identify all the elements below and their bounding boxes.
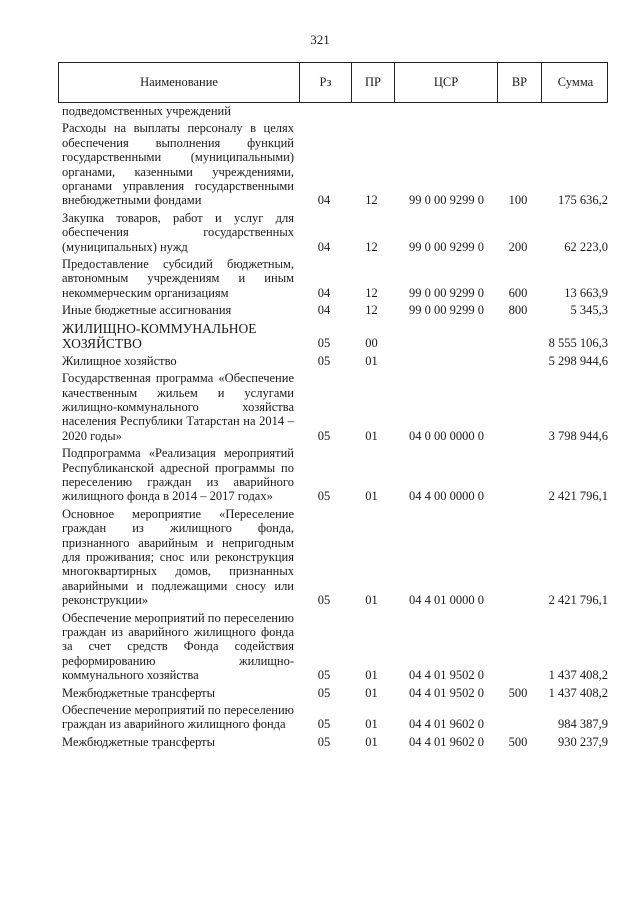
header-name: Наименование [140,75,218,89]
row-rz-cell: 05 [317,489,331,504]
row-rz-cell: 05 [317,593,331,608]
row-csr-cell: 99 0 00 9299 0 [409,193,484,208]
row-vr-cell: 100 [508,193,528,208]
row-vr-cell: 600 [508,285,528,300]
row-csr-cell: 99 0 00 9299 0 [409,303,484,318]
budget-table [58,62,608,752]
row-rz-cell: 05 [317,734,331,749]
header-csr: ЦСР [394,63,497,102]
row-pr-cell: 01 [365,428,378,443]
row-pr-cell: 01 [365,353,378,368]
header-sum: Сумма [541,63,609,102]
row-pr-cell: 12 [365,239,378,254]
table-row [58,735,608,749]
header-vr: ВР [497,63,541,102]
row-name-cell: Межбюджетные трансферты [62,734,216,749]
row-rz-cell: 05 [317,428,331,443]
table-row [58,507,608,608]
row-sum-cell: 984 387,9 [558,717,608,732]
table-row [58,446,608,504]
table-row [58,703,608,732]
row-csr-cell: 04 4 01 9602 0 [409,734,484,749]
row-csr-cell: 99 0 00 9299 0 [409,239,484,254]
row-csr-cell: 04 4 01 9502 0 [409,668,484,683]
row-sum-cell: 8 555 106,3 [548,336,608,351]
row-pr-cell: 01 [365,593,378,608]
row-vr-cell: 500 [508,685,528,700]
table-row [58,104,608,118]
table-row [58,211,608,254]
table-row [58,611,608,683]
row-name-cell: Расходы на выплаты персоналу в целях обеспечения выполнения функций государственными (муниципальными) органами, казенными учреждениями, органами управления государственными внебюджетными фондами [62,121,294,208]
row-rz-cell: 05 [317,336,331,351]
table-row [58,354,608,368]
row-sum-cell: 1 437 408,2 [548,685,608,700]
table-header [58,62,608,103]
row-name-cell: Межбюджетные трансферты [62,685,216,700]
row-csr-cell: 04 4 01 9602 0 [409,717,484,732]
page-number: 321 [310,32,330,47]
row-pr-cell: 01 [365,734,378,749]
row-csr-cell: 99 0 00 9299 0 [409,285,484,300]
row-name-cell: подведомственных учреждений [62,104,231,118]
row-sum-cell: 2 421 796,1 [548,489,608,504]
row-sum-cell: 1 437 408,2 [548,668,608,683]
row-rz-cell: 05 [317,717,331,732]
row-vr-cell: 200 [508,239,528,254]
row-sum-cell: 5 345,3 [570,303,608,318]
row-name-cell: Государственная программа «Обеспечение качественным жильем и услугами жилищно-коммунального хозяйства населения Республики Татарстан на 2014 – 2020 годы» [62,371,294,443]
row-pr-cell: 01 [365,668,378,683]
table-row [58,686,608,700]
table-row [58,303,608,317]
row-rz-cell: 04 [317,303,331,318]
row-name-cell: Обеспечение мероприятий по переселению граждан из аварийного жилищного фонда [62,703,294,732]
row-vr-cell: 800 [508,303,528,318]
table-row [58,257,608,300]
row-pr-cell: 01 [365,685,378,700]
row-pr-cell: 12 [365,285,378,300]
row-name-cell: Иные бюджетные ассигнования [62,303,232,318]
row-vr-cell: 500 [508,734,528,749]
row-name-cell: Жилищное хозяйство [62,353,177,368]
row-sum-cell: 2 421 796,1 [548,593,608,608]
header-rz: Рз [299,63,351,102]
row-name-cell: Основное мероприятие «Переселение граждан из жилищного фонда, признанного аварийным и непригодным для проживания; снос или реконструкция многоквартирных домов, признанных аварийными и подлежащими сносу или реконструкции» [62,506,294,608]
row-name-cell: Предоставление субсидий бюджетным, автономным учреждениям и иным некоммерческим организациям [62,257,294,300]
table-row [58,371,608,443]
row-csr-cell: 04 4 00 0000 0 [409,489,484,504]
row-sum-cell: 930 237,9 [558,734,608,749]
row-rz-cell: 04 [317,239,331,254]
row-csr-cell: 04 4 01 9502 0 [409,685,484,700]
row-sum-cell: 3 798 944,6 [548,428,608,443]
row-name-cell: Закупка товаров, работ и услуг для обеспечения государственных (муниципальных) нужд [62,210,294,254]
row-rz-cell: 05 [317,353,331,368]
row-pr-cell: 01 [365,717,378,732]
table-body [58,104,608,749]
row-csr-cell: 04 4 01 0000 0 [409,593,484,608]
row-csr-cell: 04 0 00 0000 0 [409,428,484,443]
row-name-cell: ЖИЛИЩНО-КОММУНАЛЬНОЕ ХОЗЯЙСТВО [62,320,257,351]
table-row [58,321,608,351]
row-pr-cell: 12 [365,193,378,208]
row-rz-cell: 04 [317,285,331,300]
row-sum-cell: 62 223,0 [564,239,608,254]
row-sum-cell: 175 636,2 [558,193,608,208]
row-rz-cell: 05 [317,668,331,683]
header-pr: ПР [351,63,394,102]
table-row [58,121,608,207]
row-rz-cell: 05 [317,685,331,700]
row-name-cell: Обеспечение мероприятий по переселению граждан из аварийного жилищного фонда за счет средств Фонда содействия реформированию жилищно-коммунального хозяйства [62,610,294,683]
row-pr-cell: 12 [365,303,378,318]
row-pr-cell: 00 [365,336,378,351]
row-sum-cell: 13 663,9 [564,285,608,300]
row-rz-cell: 04 [317,193,331,208]
row-sum-cell: 5 298 944,6 [548,353,608,368]
row-name-cell: Подпрограмма «Реализация мероприятий Республиканской адресной программы по переселению граждан из аварийного жилищного фонда в 2014 – 2017 годах» [62,446,294,504]
row-pr-cell: 01 [365,489,378,504]
